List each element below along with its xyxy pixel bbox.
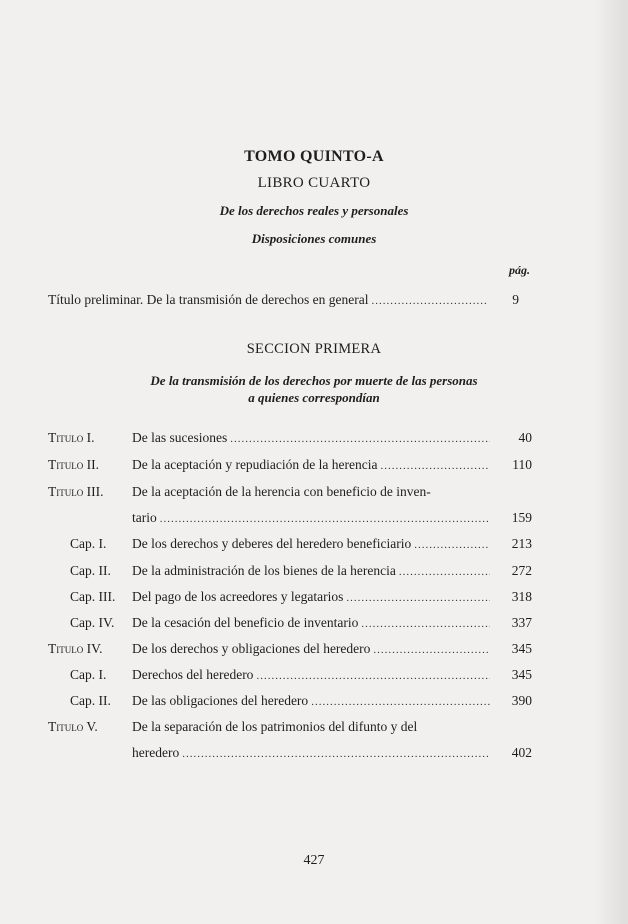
toc-entry-title: De las obligaciones del heredero — [132, 693, 309, 708]
toc-entry — [0, 589, 628, 613]
section-subtitle-line-1: De la transmisión de los derechos por muerte de las personas — [150, 373, 478, 388]
toc-title-label: Titulo V. — [48, 719, 98, 734]
toc-entry-title: Derechos del heredero — [132, 667, 254, 682]
toc-entry-page: 337 — [511, 615, 532, 630]
toc-entry-page: 213 — [511, 536, 532, 551]
page-column-label: pág. — [509, 263, 530, 277]
toc-entry-page: 110 — [512, 457, 532, 472]
preliminary-title-page: 9 — [512, 292, 519, 307]
toc-title-label: Titulo IV. — [48, 641, 103, 656]
toc-title-label: Titulo I. — [48, 430, 95, 445]
toc-entry-title: De la cesación del beneficio de inventario — [132, 615, 359, 630]
toc-entry — [0, 563, 628, 587]
toc-entry-page: 159 — [511, 510, 532, 525]
toc-entry — [0, 430, 628, 454]
toc-entry — [0, 457, 628, 481]
section-title: SECCION PRIMERA — [246, 341, 382, 357]
leader-dots — [160, 513, 490, 525]
toc-entry — [0, 693, 628, 717]
page-number: 427 — [303, 853, 325, 868]
toc-entry-text — [132, 563, 490, 579]
toc-title-label: Titulo II. — [48, 457, 99, 472]
toc-entry-text — [132, 589, 490, 605]
book-title: LIBRO CUARTO — [257, 175, 371, 191]
toc-entry-title: tario — [132, 510, 157, 525]
leader-dots — [182, 748, 490, 760]
toc-entry-page: 40 — [518, 430, 532, 445]
toc-chapter-label: Cap. II. — [70, 693, 111, 708]
general-provisions-heading: Disposiciones comunes — [251, 231, 377, 246]
leader-dots — [399, 566, 490, 578]
toc-entry — [0, 510, 628, 534]
toc-entry — [0, 745, 628, 769]
toc-entry-text — [132, 615, 490, 631]
toc-entry-text — [132, 510, 490, 526]
toc-entry — [0, 641, 628, 665]
toc-entry-page: 318 — [511, 589, 532, 604]
toc-entry-title: De los derechos y deberes del heredero beneficiario — [132, 536, 412, 551]
toc-entry-title: De los derechos y obligaciones del heredero — [132, 641, 371, 656]
toc-entry-page: 345 — [511, 641, 532, 656]
toc-entry-text — [132, 536, 490, 552]
toc-entry — [0, 615, 628, 639]
toc-entry — [0, 719, 628, 743]
toc-chapter-label: Cap. I. — [70, 667, 107, 682]
toc-entry-text — [132, 745, 490, 761]
toc-title-label: Titulo III. — [48, 484, 104, 499]
leader-dots — [414, 539, 490, 551]
volume-title: TOMO QUINTO-A — [244, 148, 384, 165]
toc-entry-text — [132, 484, 492, 500]
toc-entry-title: Del pago de los acreedores y legatarios — [132, 589, 344, 604]
toc-entry-title: De la aceptación y repudiación de la herencia — [132, 457, 378, 472]
preliminary-title-entry — [48, 292, 488, 308]
toc-chapter-label: Cap. III. — [70, 589, 116, 604]
toc-entry-title: De la administración de los bienes de la herencia — [132, 563, 396, 578]
toc-entry-text — [132, 457, 490, 473]
toc-entry-text — [132, 641, 490, 657]
toc-chapter-label: Cap. IV. — [70, 615, 115, 630]
toc-entry — [0, 536, 628, 560]
leader-dots — [256, 670, 490, 682]
toc-entry-title: De la separación de los patrimonios del difunto y del — [132, 719, 418, 734]
leader-dots — [372, 295, 488, 307]
toc-chapter-label: Cap. II. — [70, 563, 111, 578]
toc-entry-page: 272 — [511, 563, 532, 578]
toc-entry-text — [132, 719, 492, 735]
leader-dots — [381, 460, 491, 472]
book-subtitle: De los derechos reales y personales — [219, 203, 409, 218]
section-subtitle-line-2: a quienes correspondían — [248, 390, 380, 405]
toc-chapter-label: Cap. I. — [70, 536, 107, 551]
leader-dots — [373, 644, 490, 656]
preliminary-title-text: Título preliminar. De la transmisión de derechos en general — [48, 292, 369, 307]
leader-dots — [311, 696, 490, 708]
leader-dots — [361, 618, 490, 630]
toc-entry-page: 390 — [511, 693, 532, 708]
toc-entry — [0, 667, 628, 691]
toc-entry-text — [132, 667, 490, 683]
toc-entry — [0, 484, 628, 508]
toc-entry-title: De la aceptación de la herencia con beneficio de inven- — [132, 484, 431, 499]
toc-entry-title: heredero — [132, 745, 180, 760]
toc-entry-text — [132, 430, 490, 446]
toc-entry-page: 402 — [511, 745, 532, 760]
toc-entry-text — [132, 693, 490, 709]
leader-dots — [346, 592, 490, 604]
toc-entry-title: De las sucesiones — [132, 430, 228, 445]
toc-entry-page: 345 — [511, 667, 532, 682]
leader-dots — [230, 433, 490, 445]
